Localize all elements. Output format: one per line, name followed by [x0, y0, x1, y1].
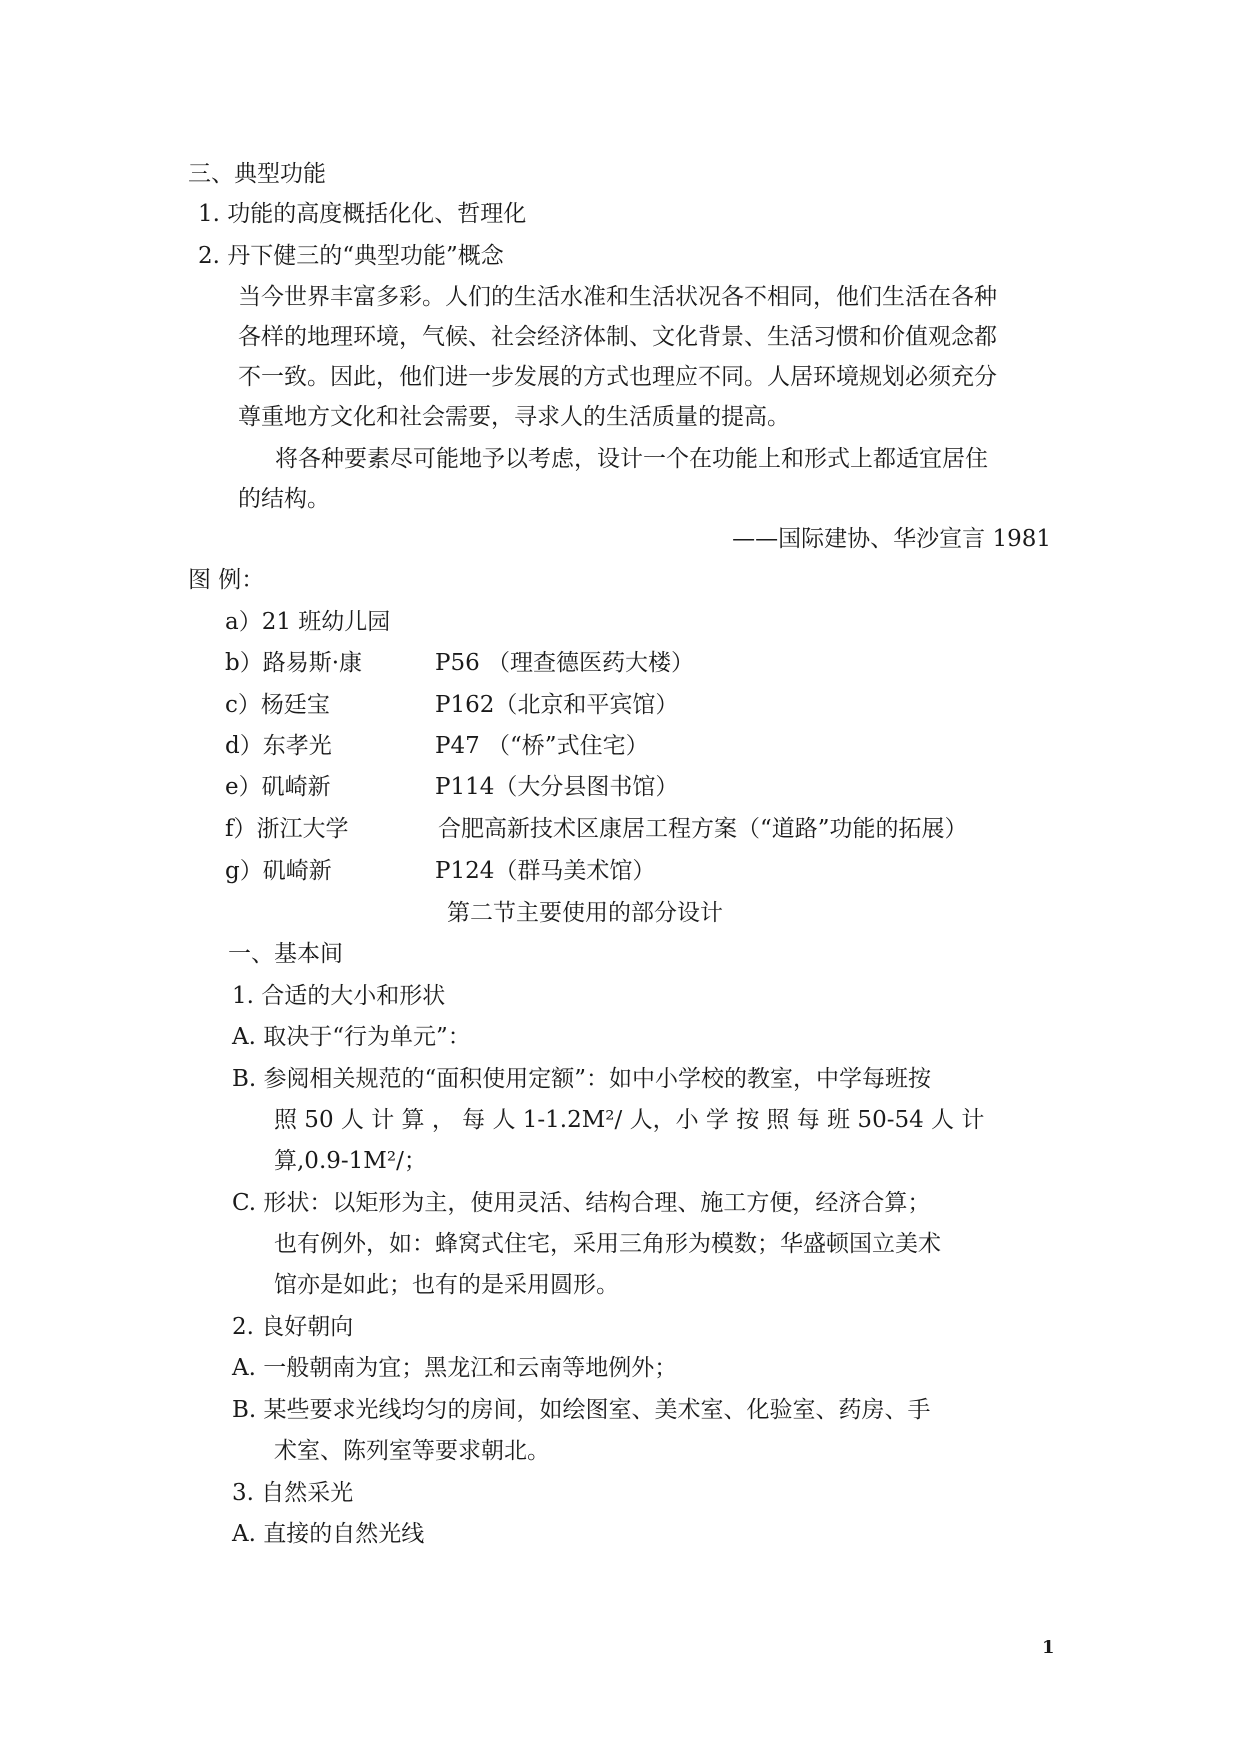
- list-item: C. 形状：以矩形为主，使用灵活、结构合理、施工方便，经济合算；: [232, 1190, 931, 1216]
- legend-label: e）矶崎新: [225, 774, 331, 800]
- subsection-heading: 一、基本间: [228, 941, 343, 967]
- list-item: 3. 自然采光: [232, 1480, 354, 1506]
- legend-ref: 合肥高新技术区康居工程方案（“道路”功能的拓展）: [438, 816, 968, 842]
- legend-label: b）路易斯·康: [225, 650, 363, 676]
- list-item: A. 取决于“行为单元”：: [232, 1024, 471, 1050]
- legend-ref: P124（群马美术馆）: [435, 858, 656, 884]
- list-item: B. 参阅相关规范的“面积使用定额”：如中小学校的教室，中学每班按: [232, 1066, 932, 1092]
- list-item: A. 一般朝南为宜；黑龙江和云南等地例外；: [232, 1355, 678, 1381]
- legend-ref: P114（大分县图书馆）: [435, 774, 679, 800]
- list-item: B. 某些要求光线均匀的房间，如绘图室、美术室、化验室、药房、手: [232, 1397, 931, 1423]
- list-item: 1. 功能的高度概括化化、哲理化: [198, 201, 527, 227]
- quote-source: ——国际建协、华沙宣言 1981: [732, 526, 1051, 552]
- section-heading: 三、典型功能: [188, 161, 326, 187]
- list-item-cont: 照 50 人 计 算 ， 每 人 1-1.2M²/ 人，小 学 按 照 每 班 50-54 人 计: [274, 1107, 985, 1133]
- quote-line: 尊重地方文化和社会需要，寻求人的生活质量的提高。: [238, 404, 790, 430]
- quote-line: 将各种要素尽可能地予以考虑，设计一个在功能上和形式上都适宜居住: [275, 446, 988, 472]
- legend-label: g）矶崎新: [225, 858, 332, 884]
- list-item-cont: 算,0.9-1M²/；: [274, 1148, 427, 1174]
- legend-label: d）东孝光: [225, 733, 332, 759]
- list-item-cont: 也有例外，如：蜂窝式住宅，采用三角形为模数；华盛顿国立美术: [274, 1231, 941, 1257]
- quote-line: 各样的地理环境，气候、社会经济体制、文化背景、生活习惯和价值观念都: [238, 324, 997, 350]
- list-item-cont: 馆亦是如此；也有的是采用圆形。: [274, 1272, 619, 1298]
- list-item-cont: 术室、陈列室等要求朝北。: [274, 1438, 550, 1464]
- quote-line: 当今世界丰富多彩。人们的生活水准和生活状况各不相同，他们生活在各种: [238, 284, 997, 310]
- legend-label: f）浙江大学: [225, 816, 349, 842]
- quote-line: 的结构。: [238, 486, 330, 512]
- legend-ref: P162（北京和平宾馆）: [435, 692, 679, 718]
- legend-label: a）21 班幼儿园: [225, 609, 391, 635]
- legend-label: c）杨廷宝: [225, 692, 330, 718]
- section-title: 第二节主要使用的部分设计: [447, 900, 723, 926]
- list-item: 2. 丹下健三的“典型功能”概念: [198, 243, 504, 269]
- legend-title: 图 例：: [188, 567, 265, 593]
- list-item: A. 直接的自然光线: [232, 1521, 425, 1547]
- list-item: 1. 合适的大小和形状: [232, 983, 446, 1009]
- legend-ref: P56 （理查德医药大楼）: [435, 650, 695, 676]
- quote-line: 不一致。因此，他们进一步发展的方式也理应不同。人居环境规划必须充分: [238, 364, 997, 390]
- list-item: 2. 良好朝向: [232, 1314, 354, 1340]
- legend-ref: P47 （“桥”式住宅）: [435, 733, 649, 759]
- page-number: 1: [1042, 1637, 1055, 1658]
